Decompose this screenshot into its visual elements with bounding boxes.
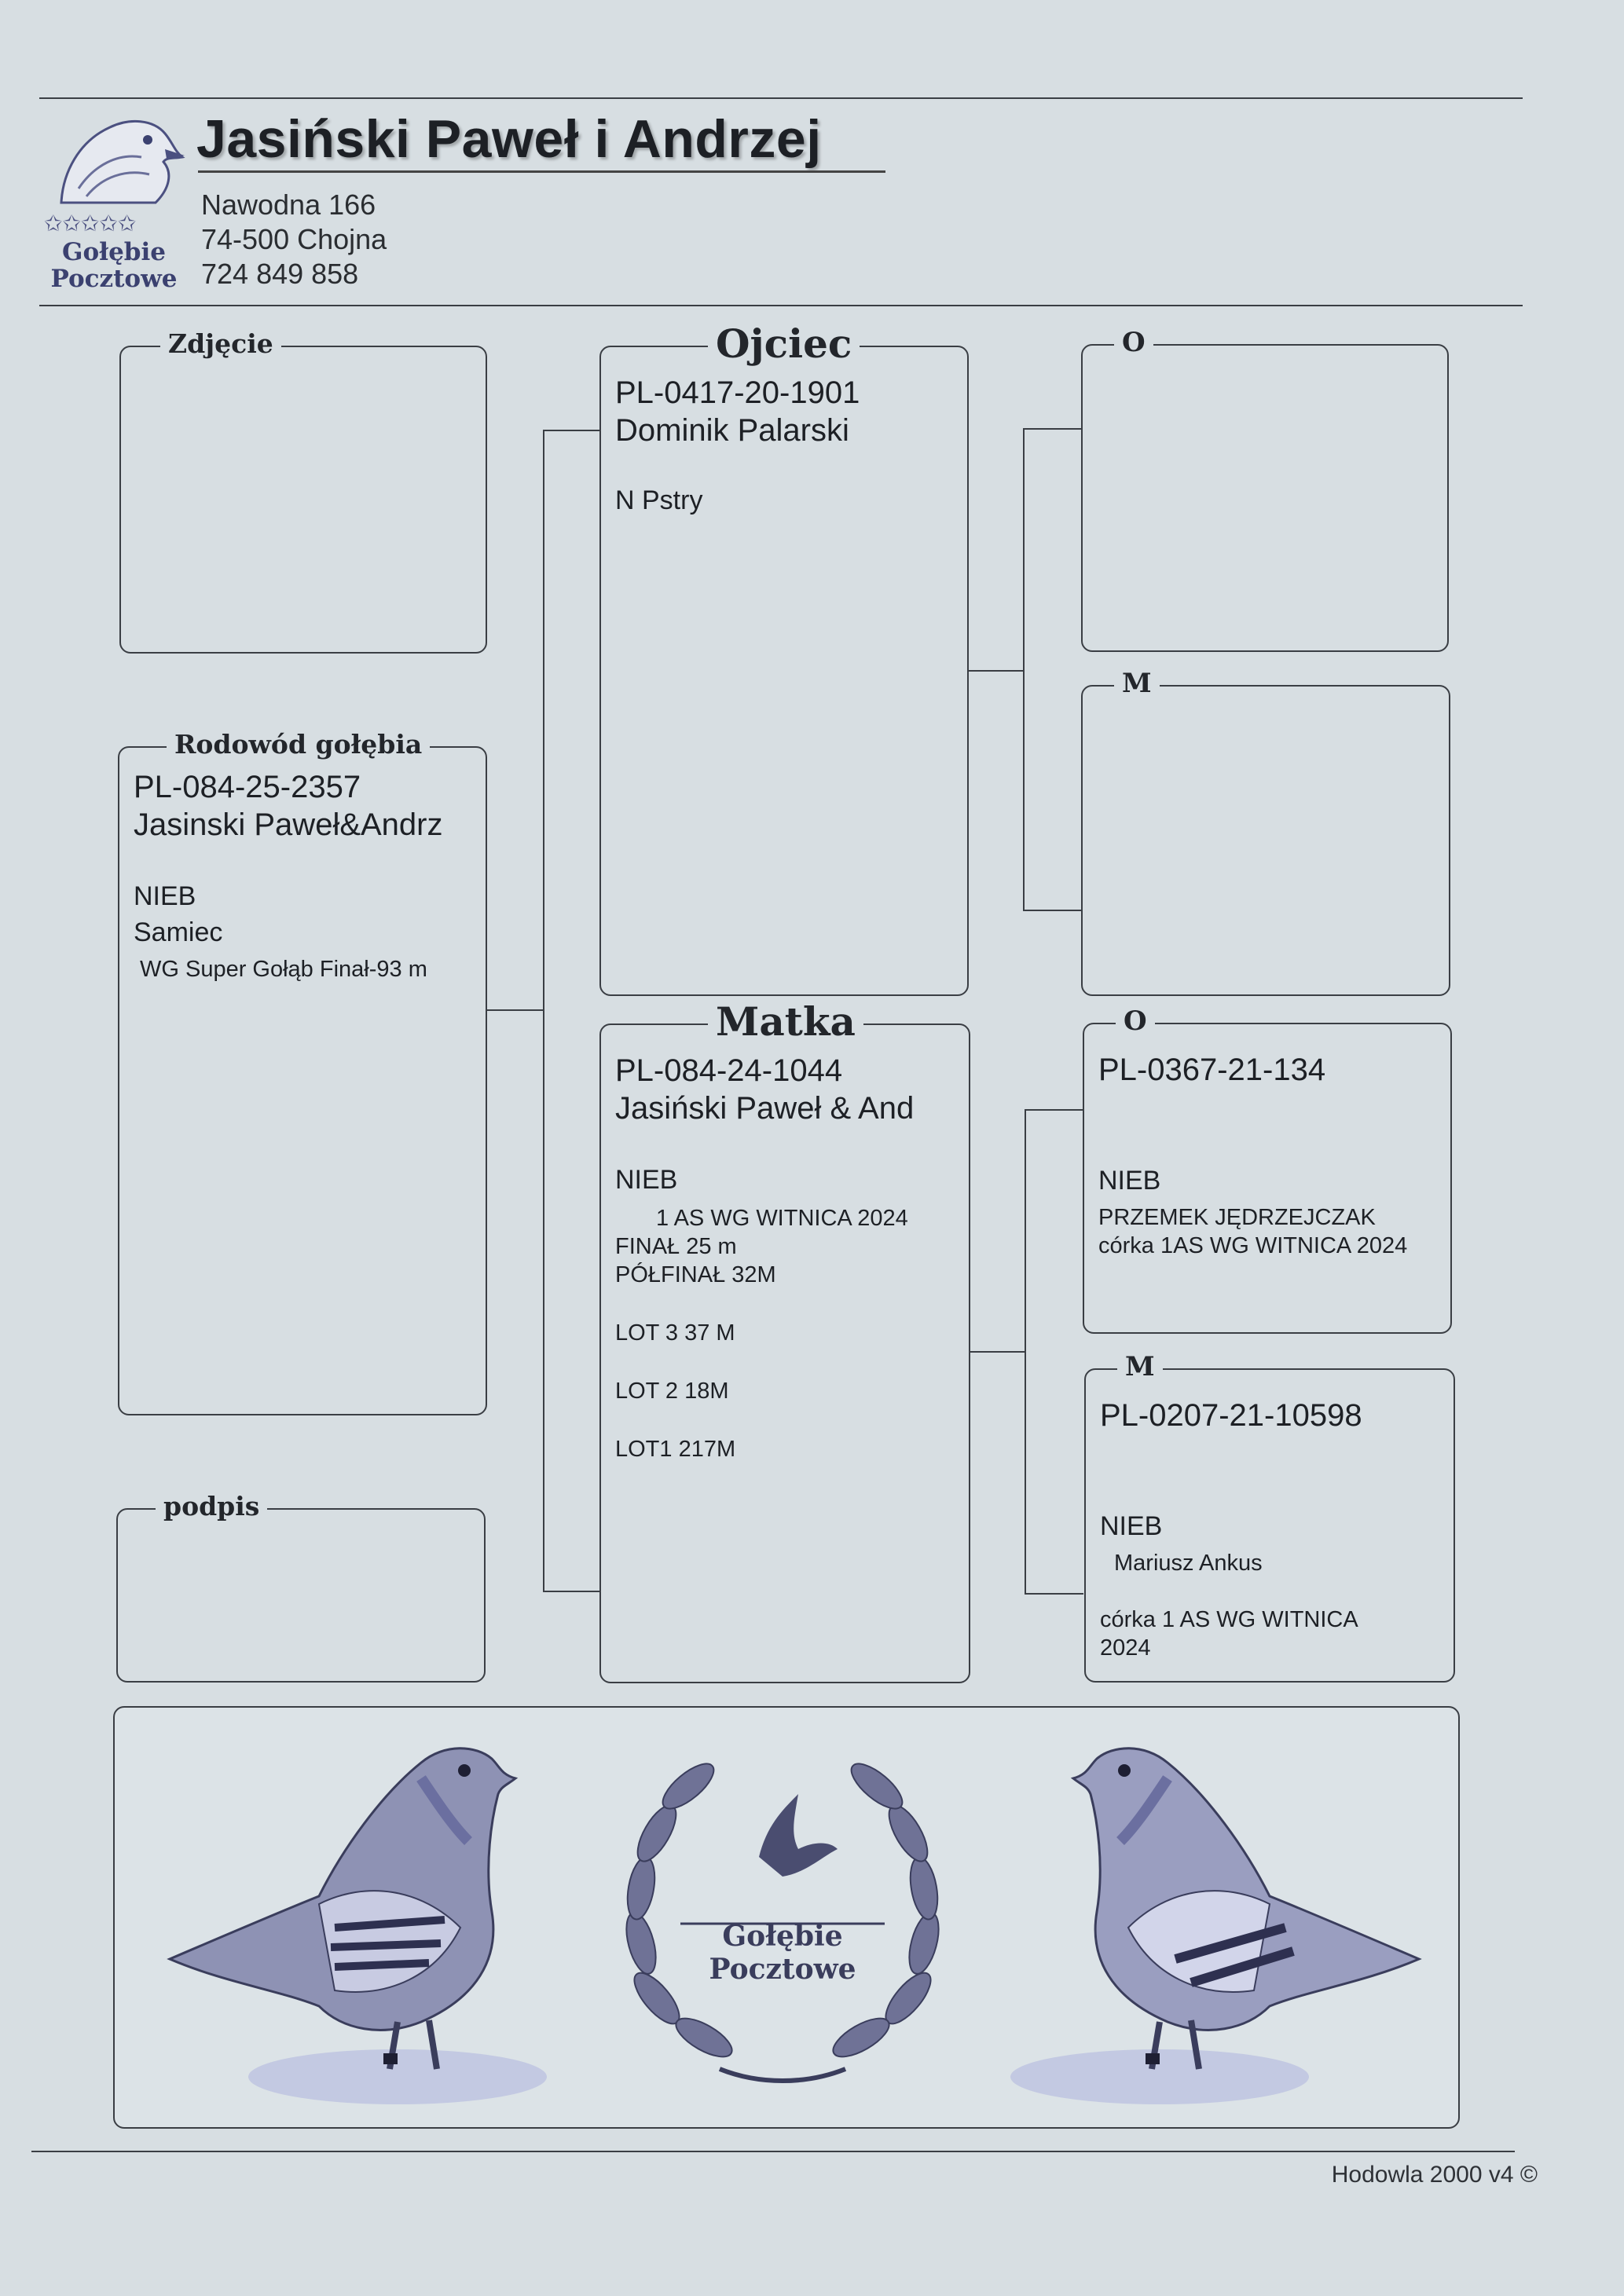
mother-mother-note-2: 2024 [1100, 1635, 1151, 1661]
left-pigeon-illustration-icon [162, 1723, 602, 2116]
father-father-box [1081, 327, 1449, 652]
mother-color: NIEB [615, 1165, 678, 1195]
mother-box [599, 998, 970, 1683]
connector-mother-h [970, 1351, 1026, 1353]
mother-father-ring: PL-0367-21-134 [1098, 1053, 1326, 1087]
mother-father-breeder: PRZEMEK JĘDRZEJCZAK [1098, 1205, 1376, 1230]
mother-result-2: FINAŁ 25 m [615, 1234, 737, 1259]
phone-number: 724 849 858 [201, 258, 359, 290]
emblem-text-line2: Pocztowe [709, 1953, 856, 1986]
mother-father-color: NIEB [1098, 1166, 1161, 1196]
mother-mother-box [1084, 1351, 1455, 1683]
connector-to-mother [543, 1591, 601, 1592]
father-mother-box [1081, 668, 1450, 996]
pigeon-ring: PL-084-25-2357 [134, 770, 361, 804]
mother-result-1: 1 AS WG WITNICA 2024 [656, 1206, 908, 1231]
right-pigeon-illustration-icon [971, 1723, 1427, 2116]
mother-breeder: Jasiński Paweł & And [615, 1091, 915, 1126]
connector-pigeon-v [543, 430, 544, 1592]
father-legend: Ojciec [708, 320, 860, 367]
mother-father-box [1083, 1005, 1452, 1334]
pigeon-sex: Samiec [134, 917, 223, 947]
emblem-text-line1: Gołębie [722, 1920, 843, 1953]
connector-pigeon-h [486, 1009, 544, 1011]
pigeon-note: WG Super Gołąb Finał-93 m [140, 957, 427, 982]
address-city: 74-500 Chojna [201, 223, 387, 255]
signature-box [116, 1491, 486, 1683]
connector-to-father [543, 430, 601, 431]
mother-mother-legend: M [1117, 1351, 1163, 1382]
mother-mother-note-1: córka 1 AS WG WITNICA [1100, 1607, 1358, 1632]
mother-ring: PL-084-24-1044 [615, 1053, 843, 1088]
mother-mother-color: NIEB [1100, 1511, 1163, 1541]
logo-text-line1: Gołębie [62, 238, 166, 266]
father-mother-legend: M [1114, 668, 1160, 699]
mother-result-5: LOT 2 18M [615, 1379, 729, 1404]
father-father-legend: O [1114, 327, 1153, 358]
mother-father-note: córka 1AS WG WITNICA 2024 [1098, 1233, 1408, 1258]
connector-to-mm [1025, 1593, 1083, 1595]
pigeon-color: NIEB [134, 881, 196, 911]
header-bottom-rule [39, 305, 1523, 306]
breeder-name-title: Jasiński Paweł i Andrzej [196, 109, 822, 169]
mother-result-6: LOT1 217M [615, 1437, 736, 1462]
mother-mother-breeder: Mariusz Ankus [1114, 1551, 1263, 1576]
logo-text-line2: Pocztowe [50, 265, 178, 293]
title-underline [198, 170, 885, 173]
connector-to-mf [1025, 1109, 1083, 1111]
address-street: Nawodna 166 [201, 189, 376, 221]
photo-legend: Zdjęcie [160, 328, 281, 359]
connector-mother-v [1025, 1109, 1026, 1595]
mother-result-3: PÓŁFINAŁ 32M [615, 1262, 776, 1287]
mother-father-legend: O [1116, 1005, 1155, 1037]
father-color: N Pstry [615, 485, 703, 515]
mother-legend: Matka [708, 998, 863, 1045]
banner-box [113, 1706, 1460, 2129]
pigeon-legend: Rodowód gołębia [167, 729, 430, 760]
header-top-rule [39, 97, 1523, 99]
pigeon-box [118, 729, 487, 1415]
father-box [599, 320, 969, 996]
signature-legend: podpis [156, 1491, 267, 1522]
father-ring: PL-0417-20-1901 [615, 375, 860, 410]
photo-box [119, 328, 487, 654]
connector-father-h [968, 670, 1025, 672]
footer-software-credit: Hodowla 2000 v4 © [1331, 2162, 1538, 2188]
mother-mother-ring: PL-0207-21-10598 [1100, 1398, 1362, 1433]
footer-rule [31, 2151, 1515, 2152]
connector-father-v [1023, 428, 1025, 911]
connector-to-ff [1023, 428, 1082, 430]
logo-stars: ✩✩✩✩✩ [44, 211, 137, 236]
father-breeder: Dominik Palarski [615, 413, 849, 448]
pigeon-head-logo-icon [55, 110, 189, 208]
mother-result-4: LOT 3 37 M [615, 1320, 735, 1346]
pigeon-breeder: Jasinski Paweł&Andrz [134, 807, 443, 842]
connector-to-fm [1023, 910, 1082, 911]
